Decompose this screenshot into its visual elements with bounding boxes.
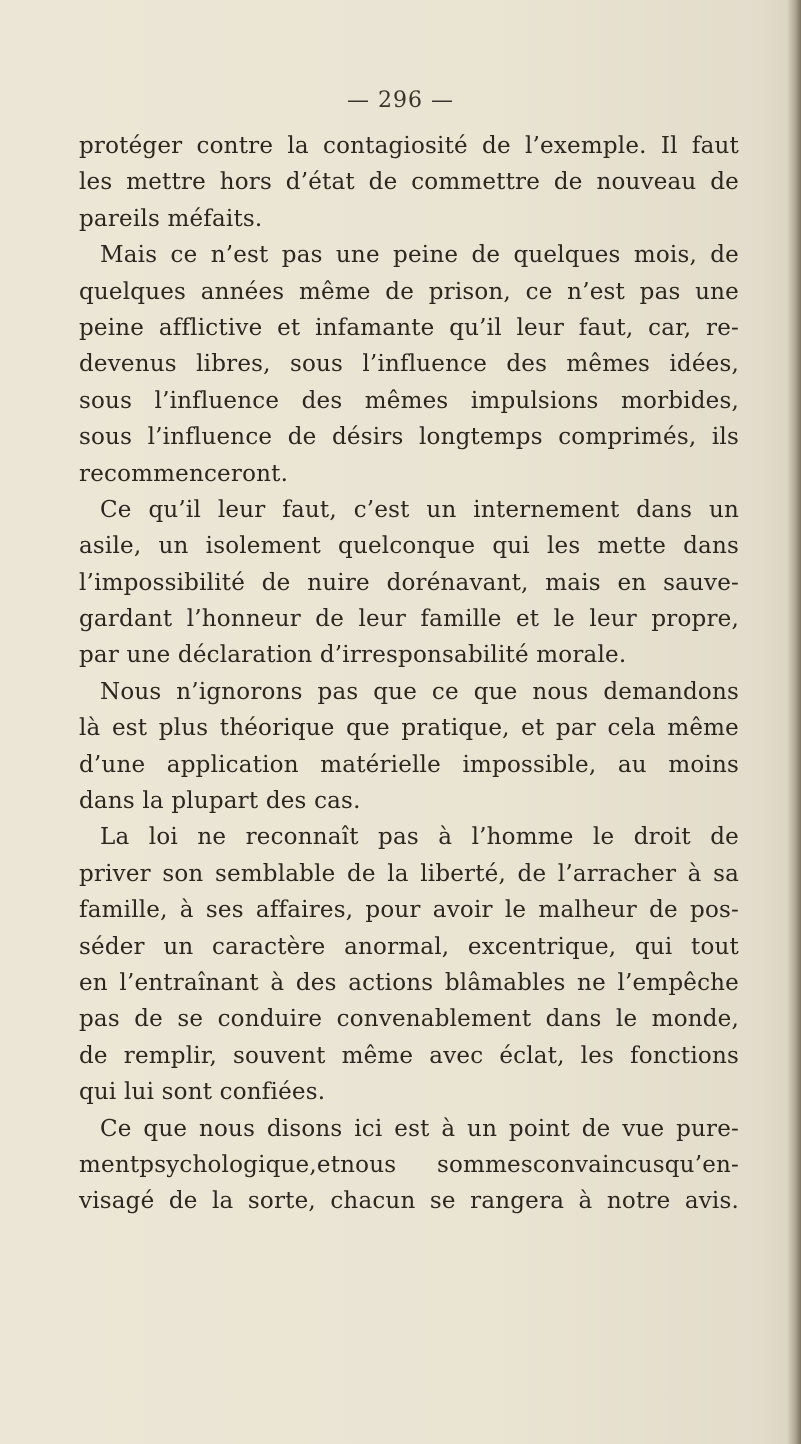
text-line: asile, un isolement quelconque qui les mette dans <box>79 533 739 560</box>
page-number: — 296 — <box>347 88 454 113</box>
text-line: mentpsychologique,etnous sommesconvaincusqu’en- <box>79 1151 739 1178</box>
text-line: sous l’influence des mêmes impulsions morbides, <box>79 387 739 414</box>
text-line: en l’entraînant à des actions blâmables ne l’empêche <box>79 969 739 996</box>
text-line: pareils méfaits. <box>79 205 263 232</box>
page-edge-shadow <box>787 0 801 1444</box>
text-line: sous l’influence de désirs longtemps comprimés, ils <box>79 424 739 451</box>
text-line: les mettre hors d’état de commettre de nouveau de <box>79 169 739 196</box>
text-line: dans la plupart des cas. <box>79 788 361 815</box>
text-line: famille, à ses affaires, pour avoir le malheur de pos- <box>79 897 739 924</box>
text-line: gardant l’honneur de leur famille et le leur propre, <box>79 606 739 633</box>
text-line: Ce qu’il leur faut, c’est un internement dans un <box>100 496 739 523</box>
text-line: de remplir, souvent même avec éclat, les fonctions <box>79 1042 739 1069</box>
text-line: devenus libres, sous l’influence des mêmes idées, <box>79 351 739 378</box>
text-line: protéger contre la contagiosité de l’exemple. Il faut <box>79 133 739 159</box>
text-line: Ce que nous disons ici est à un point de vue pure- <box>100 1115 739 1142</box>
text-line: priver son semblable de la liberté, de l’arracher à sa <box>79 860 739 887</box>
text-line: peine afflictive et infamante qu’il leur faut, car, re- <box>79 314 739 341</box>
text-line: pas de se conduire convenablement dans le monde, <box>79 1006 739 1033</box>
text-line: là est plus théorique que pratique, et par cela même <box>79 715 739 742</box>
body-text <box>79 128 739 1220</box>
text-line: Nous n’ignorons pas que ce que nous demandons <box>100 678 739 705</box>
text-line: Mais ce n’est pas une peine de quelques mois, de <box>100 242 739 269</box>
text-line: quelques années même de prison, ce n’est pas une <box>79 278 739 305</box>
text-line: visagé de la sorte, chacun se rangera à notre avis. <box>79 1188 739 1215</box>
text-line: qui lui sont confiées. <box>79 1079 326 1106</box>
text-line: l’impossibilité de nuire dorénavant, mais en sauve- <box>79 569 739 596</box>
text-line: La loi ne reconnaît pas à l’homme le droit de <box>100 824 739 851</box>
text-line: par une déclaration d’irresponsabilité morale. <box>79 642 627 669</box>
text-line: séder un caractère anormal, excentrique, qui tout <box>79 933 739 960</box>
text-line: recommenceront. <box>79 460 289 487</box>
text-line: d’une application matérielle impossible, au moins <box>79 751 739 778</box>
